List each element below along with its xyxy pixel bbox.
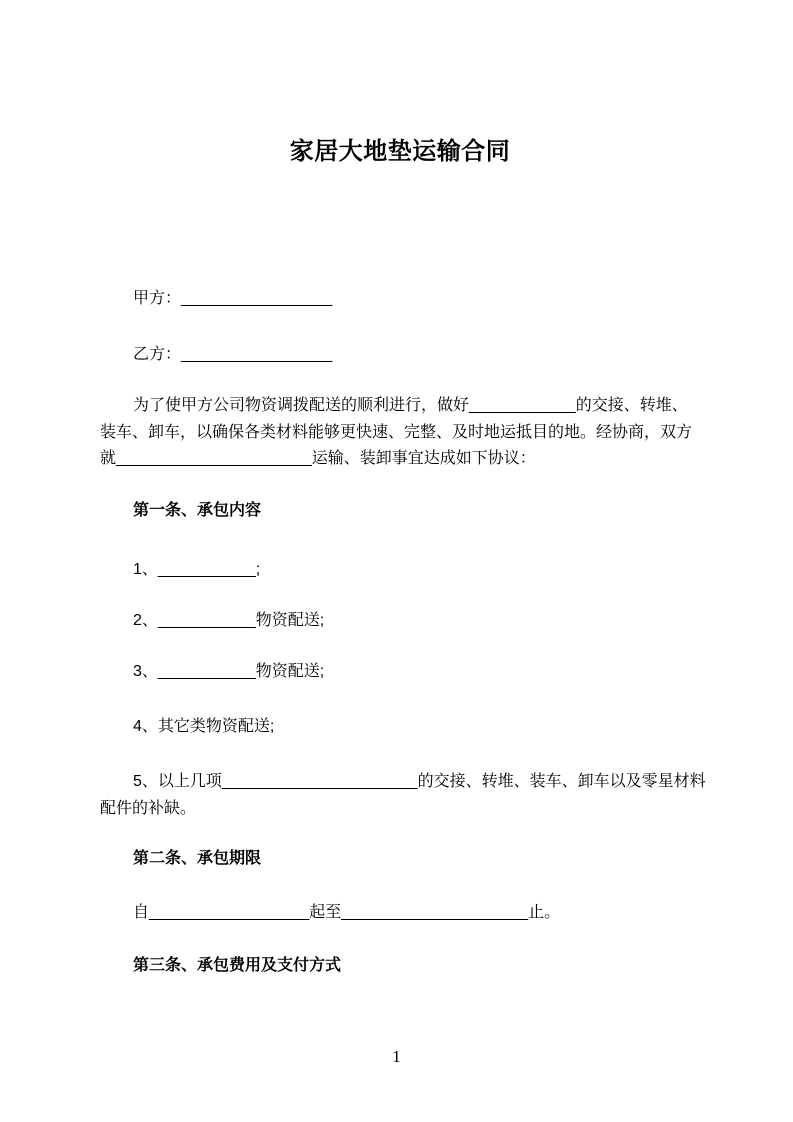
- term-end-blank: _____________________: [341, 904, 529, 921]
- intro-line1-text-after: 的交接、转堆、: [575, 397, 688, 414]
- item1-blank: ___________: [157, 561, 256, 578]
- intro-line3-text: 就: [100, 450, 117, 467]
- item2-number: 2、: [133, 612, 158, 629]
- item2-suffix: 物资配送;: [255, 612, 325, 629]
- article1-item-5-line-2: 配件的补缺。: [100, 800, 197, 817]
- item5-blank: ______________________: [221, 773, 418, 790]
- item5-text-after: 的交接、转堆、装车、卸车以及零星材料: [417, 773, 706, 790]
- article1-item-1: [100, 557, 733, 583]
- article2-term-line: [100, 900, 733, 926]
- term-start-blank: __________________: [149, 904, 310, 921]
- term-end-label: 止。: [528, 904, 561, 921]
- page-number: 1: [392, 1047, 401, 1066]
- item3-number: 3、: [133, 663, 158, 680]
- item3-blank: ___________: [157, 663, 256, 680]
- term-to-label: 起至: [309, 904, 342, 921]
- term-from-label: 自: [133, 904, 150, 921]
- item5-text: 5、以上几项: [133, 773, 222, 790]
- article1-item-4: 4、其它类物资配送;: [133, 718, 275, 735]
- article3-heading: 第三条、承包费用及支付方式: [133, 957, 342, 974]
- intro-line1-text: 为了使甲方公司物资调拨配送的顺利进行，做好: [133, 397, 470, 414]
- item1-number: 1、: [133, 561, 158, 578]
- intro-line3-blank: ______________________: [116, 450, 312, 467]
- article1-item-3: [100, 659, 733, 685]
- item3-suffix: 物资配送;: [255, 663, 325, 680]
- article1-item-2: [100, 608, 733, 634]
- party-a-label: 甲方：: [133, 290, 182, 307]
- article2-heading: 第二条、承包期限: [133, 850, 262, 867]
- intro-paragraph-line-1: [100, 393, 733, 419]
- article1-item-5-line-1: [100, 769, 733, 795]
- document-title: 家居大地垫运输合同: [289, 138, 511, 165]
- party-a-blank: _________________: [181, 290, 333, 307]
- item1-suffix: ;: [255, 561, 261, 578]
- item2-blank: ___________: [157, 612, 256, 629]
- party-b-label: 乙方：: [133, 346, 182, 363]
- intro-line1-blank: ____________: [469, 397, 576, 414]
- intro-paragraph-line-2: 装车、卸车，以确保各类材料能够更快速、完整、及时地运抵目的地。经协商，双方: [100, 424, 693, 441]
- intro-line3-text-after: 运输、装卸事宜达成如下协议：: [311, 450, 536, 467]
- party-a-line: [100, 286, 733, 312]
- intro-paragraph-line-3: [100, 446, 700, 472]
- article1-heading: 第一条、承包内容: [133, 502, 262, 519]
- party-b-line: [100, 342, 733, 368]
- party-b-blank: _________________: [181, 346, 333, 363]
